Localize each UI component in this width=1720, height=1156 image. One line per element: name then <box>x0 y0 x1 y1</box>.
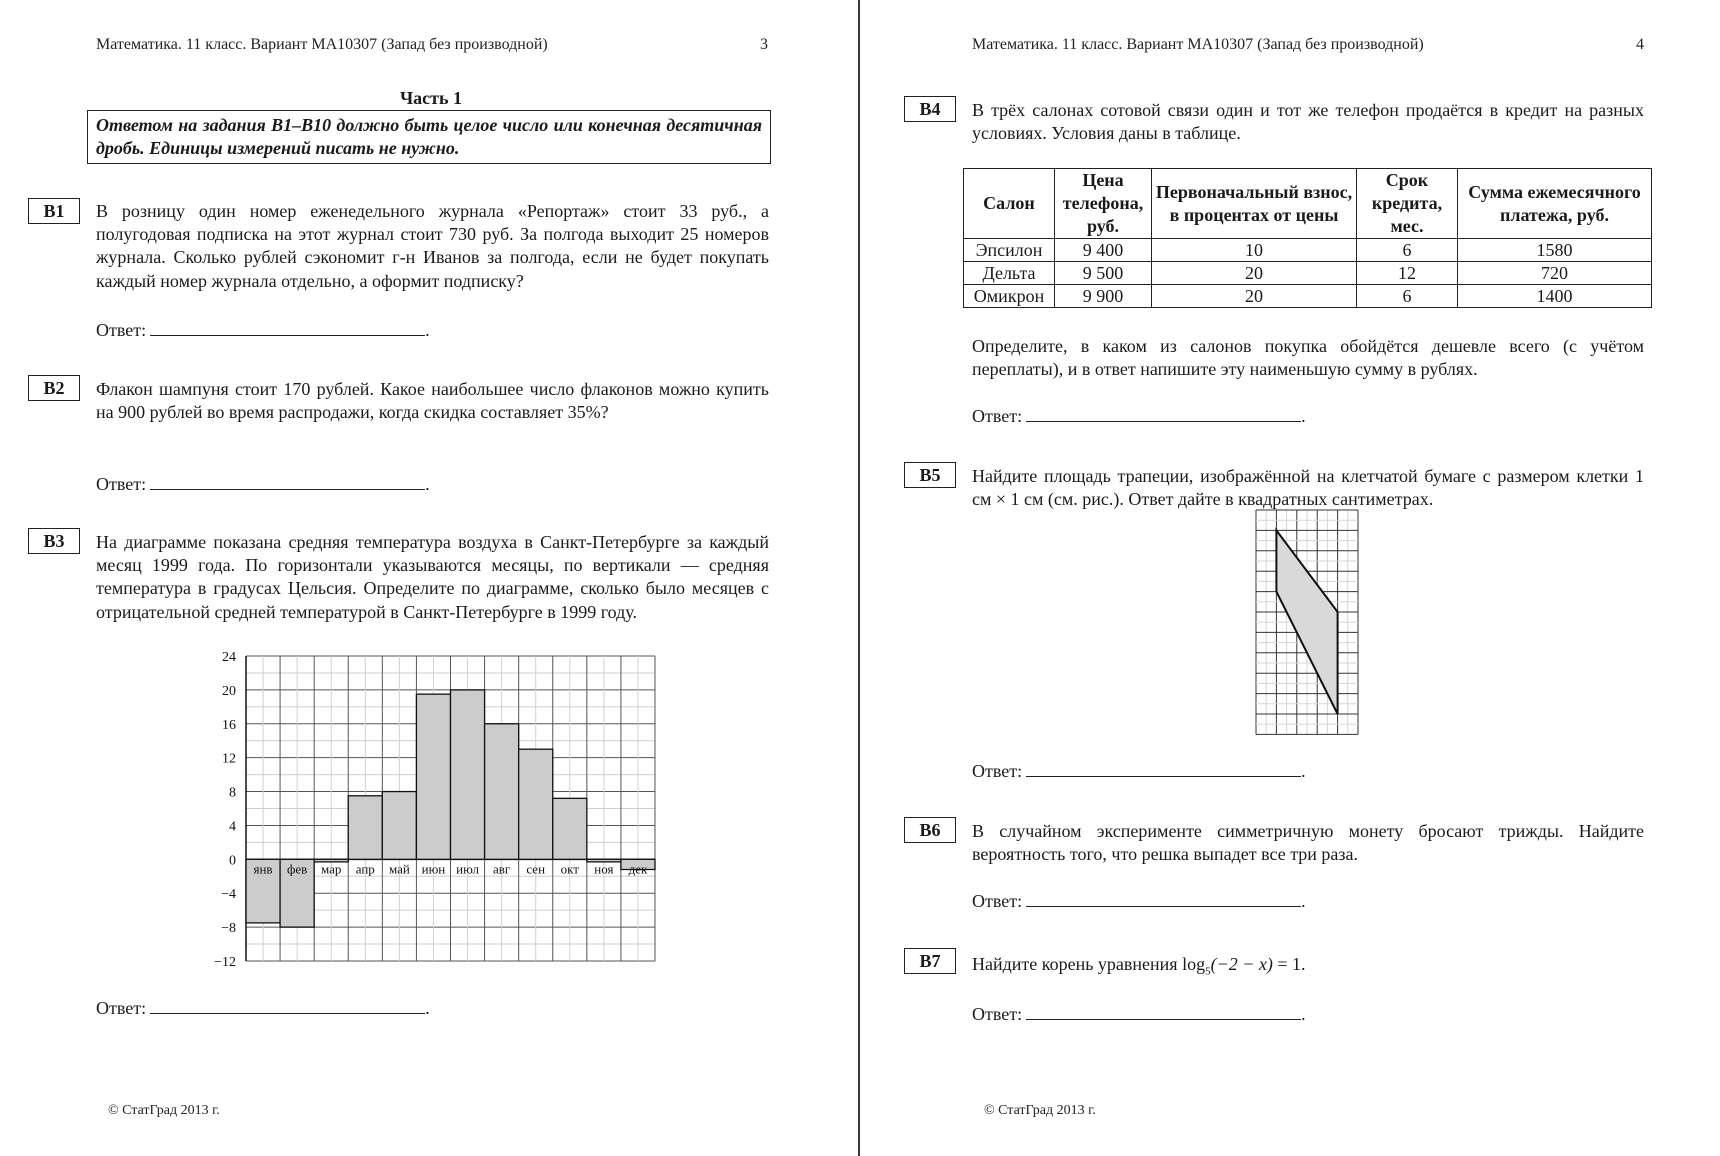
bar-окт <box>553 798 587 859</box>
x-tick-label: июл <box>456 861 479 877</box>
answer-line[interactable] <box>1026 890 1301 907</box>
table-cell: 9 500 <box>1055 262 1152 285</box>
table-cell: 720 <box>1458 262 1652 285</box>
answer-label: Ответ: <box>96 998 147 1018</box>
table-cell: 9 400 <box>1055 239 1152 262</box>
page-number: 3 <box>760 36 768 53</box>
salons-table <box>963 168 1652 308</box>
x-tick-label: июн <box>421 861 446 877</box>
instructions-box: Ответом на задания B1–B10 должно быть целое число или конечная десятичная дробь. Единицы измерений писать не нужно. <box>87 110 771 164</box>
table-cell: Дельта <box>964 262 1055 285</box>
bar-апр <box>348 796 382 860</box>
y-tick-label: −8 <box>221 921 236 937</box>
x-tick-label: янв <box>253 861 273 877</box>
table-cell: 20 <box>1152 262 1357 285</box>
x-tick-label: апр <box>355 861 375 877</box>
task-label-b1: B1 <box>28 198 80 224</box>
log-operator: log <box>1182 954 1206 974</box>
y-tick-label: 4 <box>229 819 236 835</box>
answer-field-b1[interactable]: Ответ: . <box>96 320 430 340</box>
answer-line[interactable] <box>1026 405 1301 422</box>
task-text-b7-prefix: Найдите корень уравнения <box>972 954 1178 974</box>
table-row <box>964 239 1652 262</box>
task-text-b6: В случайном эксперименте симметричную монету бросают трижды. Найдите вероятность того, что решка выпадет все три раза. <box>972 821 1644 865</box>
task-text-b4-question: Определите, в каком из салонов покупка обойдётся дешевле всего (с учётом переплаты), и в ответ напишите эту наименьшую сумму в рублях. <box>972 336 1644 380</box>
footer-copyright: © СтатГрад 2013 г. <box>108 1103 220 1118</box>
y-tick-label: 24 <box>222 650 236 665</box>
temperature-chart <box>200 645 670 975</box>
table-cell: 6 <box>1357 239 1458 262</box>
footer-copyright: © СтатГрад 2013 г. <box>984 1103 1096 1118</box>
bar-май <box>382 792 416 860</box>
table-cell: 1400 <box>1458 285 1652 308</box>
task-text-b5: Найдите площадь трапеции, изображённой на клетчатой бумаге с размером клетки 1 см × 1 см (см. рис.). Ответ дайте в квадратных сантиметрах. <box>972 466 1644 510</box>
answer-field-b7[interactable]: Ответ: . <box>972 1004 1306 1024</box>
answer-label: Ответ: <box>972 1004 1023 1024</box>
x-tick-label: май <box>388 861 410 877</box>
log-base: 5 <box>1205 965 1211 978</box>
task-label-b7: B7 <box>904 948 956 974</box>
column-header: Салон <box>964 169 1055 239</box>
page-divider <box>858 0 860 1156</box>
answer-field-b6[interactable]: Ответ: . <box>972 891 1306 911</box>
x-tick-label: фев <box>286 861 308 877</box>
task-text-b4: В трёх салонах сотовой связи один и тот же телефон продаётся в кредит на разных условиях. Условия даны в таблице. <box>972 100 1644 144</box>
part-title: Часть 1 <box>399 88 463 108</box>
answer-label: Ответ: <box>96 474 147 494</box>
answer-line[interactable] <box>150 319 425 336</box>
task-label-b5: B5 <box>904 462 956 488</box>
task-label-b3: B3 <box>28 528 80 554</box>
answer-label: Ответ: <box>972 406 1023 426</box>
table-row <box>964 262 1652 285</box>
task-label-b2: B2 <box>28 375 80 401</box>
y-tick-label: 16 <box>222 717 236 733</box>
answer-field-b5[interactable]: Ответ: . <box>972 761 1306 781</box>
x-tick-label: окт <box>560 861 579 877</box>
answer-field-b4[interactable]: Ответ: . <box>972 406 1306 426</box>
answer-line[interactable] <box>1026 1003 1301 1020</box>
task-label-b4: B4 <box>904 96 956 122</box>
task-text-b3: На диаграмме показана средняя температура воздуха в Санкт-Петербурге за каждый месяц 1999 года. По горизонтали указываются месяцы, по вертикали — средняя температура в градусах Цельсия. Определите по диаграмме, сколько было месяцев с отрицательной средней температурой в Санкт-Петербурге в 1999 году. <box>96 532 769 622</box>
task-text-b7 <box>972 953 1644 984</box>
x-tick-label: ноя <box>594 861 614 877</box>
trapezoid-figure <box>1250 505 1365 740</box>
table-cell: 20 <box>1152 285 1357 308</box>
table-cell: Омикрон <box>964 285 1055 308</box>
page-header: Математика. 11 класс. Вариант МА10307 (Запад без производной) <box>972 36 1424 53</box>
table-cell: Эпсилон <box>964 239 1055 262</box>
table-cell: 12 <box>1357 262 1458 285</box>
equation <box>1182 954 1306 978</box>
chart-y-labels <box>214 650 236 970</box>
page-number: 4 <box>1636 36 1644 53</box>
table-header-row <box>964 169 1652 239</box>
column-header: Срок кредита, мес. <box>1357 169 1458 239</box>
table-cell: 9 900 <box>1055 285 1152 308</box>
y-tick-label: −4 <box>221 887 236 903</box>
y-tick-label: −12 <box>214 955 236 970</box>
x-tick-label: сен <box>526 861 546 877</box>
table-cell: 1580 <box>1458 239 1652 262</box>
table-cell: 10 <box>1152 239 1357 262</box>
bar-июл <box>451 690 485 859</box>
task-text-b1: В розницу один номер еженедельного журнала «Репортаж» стоит 33 руб., а полугодовая подписка на этот журнал стоит 730 руб. За полгода выходит 25 номеров журнала. Сколько рублей сэкономит г-н Иванов за полгода, если не будет покупать каждый номер журнала отдельно, а оформит подписку? <box>96 201 769 291</box>
equation-rhs: = 1. <box>1277 954 1306 974</box>
page-header: Математика. 11 класс. Вариант МА10307 (Запад без производной) <box>96 36 548 53</box>
answer-line[interactable] <box>150 473 425 490</box>
column-header: Сумма ежемесячного платежа, руб. <box>1458 169 1652 239</box>
answer-field-b3[interactable]: Ответ: . <box>96 998 430 1018</box>
x-tick-label: авг <box>493 861 511 877</box>
bar-июн <box>416 694 450 859</box>
task-label-b6: B6 <box>904 817 956 843</box>
task-text-b2: Флакон шампуня стоит 170 рублей. Какое наибольшее число флаконов можно купить на 900 рублей во время распродажи, когда скидка составляет 35%? <box>96 379 769 423</box>
table-row <box>964 285 1652 308</box>
y-tick-label: 0 <box>229 853 236 869</box>
answer-label: Ответ: <box>96 320 147 340</box>
answer-field-b2[interactable]: Ответ: . <box>96 474 430 494</box>
answer-label: Ответ: <box>972 761 1023 781</box>
log-argument: (−2 − x) <box>1210 954 1273 974</box>
answer-line[interactable] <box>150 997 425 1014</box>
bar-сен <box>519 749 553 859</box>
column-header: Цена телефона, руб. <box>1055 169 1152 239</box>
table-cell: 6 <box>1357 285 1458 308</box>
y-tick-label: 8 <box>229 785 236 801</box>
y-tick-label: 12 <box>222 751 236 767</box>
column-header: Первоначальный взнос, в процентах от цены <box>1152 169 1357 239</box>
x-tick-label: дек <box>628 861 648 877</box>
answer-line[interactable] <box>1026 760 1301 777</box>
x-tick-label: мар <box>320 861 342 877</box>
answer-label: Ответ: <box>972 891 1023 911</box>
y-tick-label: 20 <box>222 683 236 699</box>
bar-авг <box>485 724 519 860</box>
